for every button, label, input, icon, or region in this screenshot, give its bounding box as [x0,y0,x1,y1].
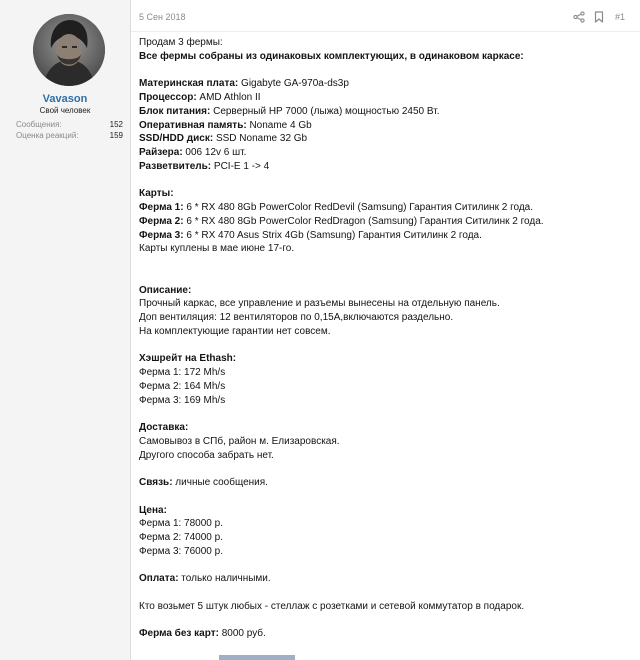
bookmark-icon[interactable] [594,11,604,23]
spec-line: Райзера: 006 12v 6 шт. [139,147,247,158]
post-date[interactable]: 5 Сен 2018 [139,12,186,22]
price-heading: Цена: [139,504,167,516]
post-headline: Все фермы собраны из одинаковых комплектующих, в одинаковом каркасе: [139,50,524,62]
description-line: На комплектующие гарантии нет совсем. [139,325,331,337]
stat-value[interactable]: 159 [109,131,123,140]
post [131,0,640,660]
delivery-line: Самовывоз в СПб, район м. Елизаровская. [139,435,340,447]
post-body [139,36,634,641]
stat-messages [16,120,123,129]
payment-line: Оплата: только наличными. [139,573,271,585]
user-title: Свой человек [39,106,91,115]
user-sidebar [0,0,131,660]
spec-line: Разветвитель: PCI-E 1 -> 4 [139,160,270,172]
description-line: Доп вентиляция: 12 вентиляторов по 0,15А,включаются раздельно. [139,312,454,323]
share-icon[interactable] [573,11,585,23]
spec-line: Оперативная память: Noname 4 Gb [139,119,312,131]
nocards-line: Ферма без карт: 8000 руб. [139,628,266,640]
stat-label: Оценка реакций: [16,131,79,140]
spec-line: Блок питания: Серверный HP 7000 (лыжа) мощностью 2450 Вт. [139,105,440,117]
card-line: Ферма 3: 6 * RX 470 Asus Strix 4Gb (Samsung) Гарантия Ситилинк 2 года. [139,229,482,241]
price-line: Ферма 2: 74000 р. [139,532,223,543]
attachment-thumbnail[interactable] [219,655,295,660]
post-number[interactable]: #1 [615,12,626,22]
price-line: Ферма 1: 78000 р. [139,518,223,530]
delivery-line: Другого способа забрать нет. [139,449,274,461]
card-line: Ферма 1: 6 * RX 480 8Gb PowerColor RedDevil (Samsung) Гарантия Ситилинк 2 года. [139,202,534,213]
price-line: Ферма 3: 76000 р. [139,545,223,557]
hashrate-line: Ферма 1: 172 Mh/s [139,367,226,378]
spec-line: Процессор: AMD Athlon II [139,92,261,103]
hashrate-line: Ферма 3: 169 Mh/s [139,394,226,406]
post-header [131,0,640,32]
post-intro: Продам 3 фермы: [139,37,223,48]
description-line: Прочный каркас, все управление и разъемы вынесены на отдельную панель. [139,298,500,310]
stat-label: Сообщения: [16,120,62,129]
delivery-heading: Доставка: [139,422,189,433]
bonus-line: Кто возьмет 5 штук любых - стеллаж с розетками и сетевой коммутатор в подарок. [139,600,525,612]
description-heading: Описание: [139,284,192,296]
avatar[interactable] [33,14,105,86]
spec-line: SSD/HDD диск: SSD Noname 32 Gb [139,133,308,145]
hashrate-line: Ферма 2: 164 Mh/s [139,380,226,392]
avatar-image [33,14,105,86]
card-line: Ферма 2: 6 * RX 480 8Gb PowerColor RedDragon (Samsung) Гарантия Ситилинк 2 года. [139,215,544,227]
cards-note: Карты куплены в мае июне 17-го. [139,243,295,255]
username[interactable]: Vavason [42,93,88,105]
stat-reactions [16,131,123,140]
hashrate-heading: Хэшрейт на Ethash: [139,353,237,365]
stat-value[interactable]: 152 [109,120,123,129]
contact-line: Связь: личные сообщения. [139,477,268,488]
spec-line: Материнская плата: Gigabyte GA-970a-ds3p [139,78,349,90]
cards-heading: Карты: [139,188,174,200]
